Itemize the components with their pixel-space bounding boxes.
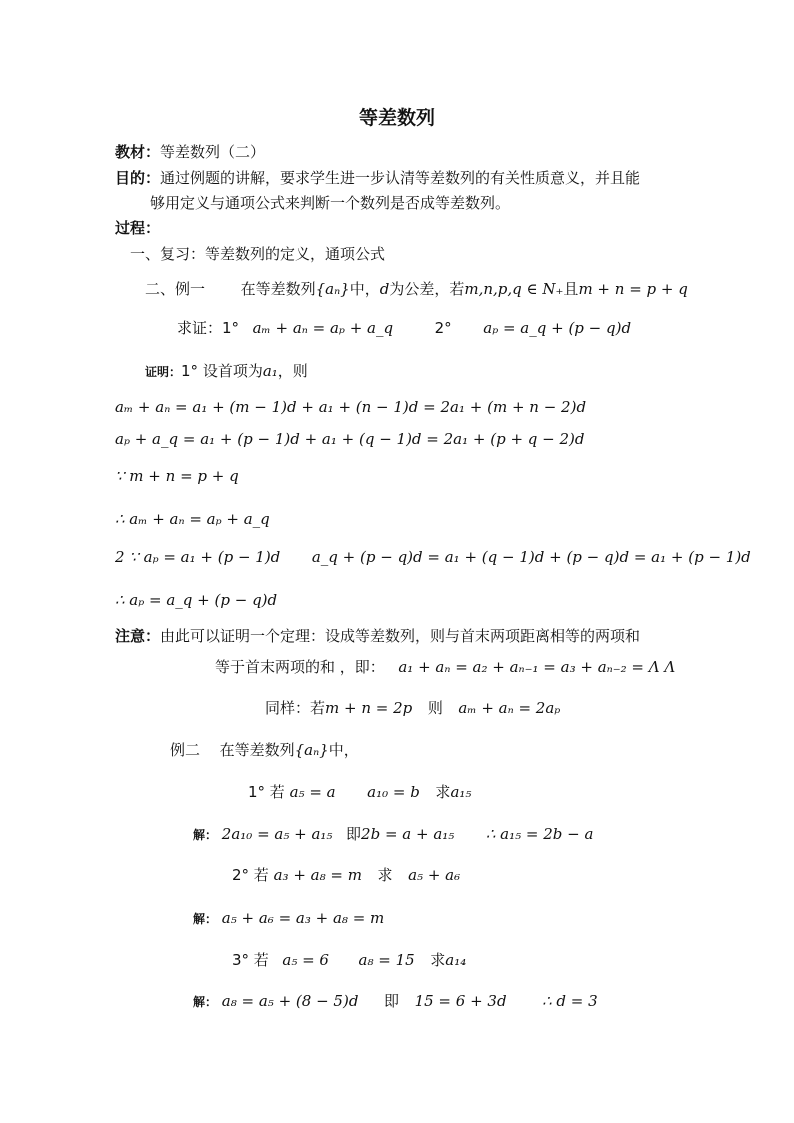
process-label: 过程：: [115, 219, 161, 237]
s1-eq2: 2b = a + a₁₅: [361, 825, 455, 843]
example1-line: [145, 279, 688, 299]
s3-label: 解：: [193, 995, 218, 1009]
proof-line-2: aₚ + a_q = a₁ + (p − 1)d + a₁ + (q − 1)d = 2a₁ + (p + q − 2)d: [115, 430, 585, 448]
q1-num: 1° 若: [248, 783, 285, 801]
purpose-line-2: 够用定义与通项公式来判断一个数列是否成等差数列。: [150, 194, 511, 212]
note-line-2: [215, 657, 675, 677]
q1-target: a₁₅: [450, 783, 472, 801]
prove-line: [177, 318, 631, 338]
example1-vars: m,n,p,q ∈ N₊: [464, 280, 564, 298]
q2-num: 2° 若: [232, 866, 269, 884]
example1-seq: {aₙ}: [315, 280, 350, 298]
prove-label: 求证：1°: [177, 319, 240, 337]
s1-mid: 即: [346, 825, 362, 843]
page-title: 等差数列: [358, 107, 435, 129]
proof-line-4: ∴ aₘ + aₙ = aₚ + a_q: [115, 510, 270, 528]
q2-ask: 求: [377, 866, 393, 884]
q1-eq2: a₁₀ = b: [367, 783, 420, 801]
s2-label: 解：: [193, 912, 218, 926]
material-text: 等差数列（二）: [160, 143, 266, 161]
note-text-3b: m + n = 2p: [325, 699, 413, 717]
example2-text: 在等差数列: [219, 741, 295, 759]
proof-line-3: ∵ m + n = p + q: [115, 467, 239, 485]
note-label: 注意：: [115, 627, 161, 645]
material-line: [115, 142, 265, 162]
proof-line-5b: a_q + (p − q)d = a₁ + (q − 1)d + (p − q)d = a₁ + (p − 1)d: [311, 548, 751, 566]
example1-cond: m + n = p + q: [578, 280, 688, 298]
example1-text-a: 在等差数列: [240, 280, 316, 298]
q1-ask: 求: [435, 783, 451, 801]
example2-s3: [193, 991, 598, 1012]
s3-eq3: ∴ d = 3: [542, 992, 598, 1010]
s3-mid: 即: [383, 992, 399, 1010]
q2-target: a₅ + a₆: [408, 866, 461, 884]
s1-label: 解：: [193, 828, 218, 842]
q1-eq1: a₅ = a: [289, 783, 336, 801]
proof-intro: [145, 361, 308, 382]
note-text-3c: 则: [427, 699, 443, 717]
note-text-3d: aₘ + aₙ = 2aₚ: [458, 699, 561, 717]
prove-eq2: aₚ = a_q + (p − q)d: [483, 319, 632, 337]
proof-line-1: aₘ + aₙ = a₁ + (m − 1)d + a₁ + (n − 1)d = 2a₁ + (m + n − 2)d: [115, 398, 587, 416]
example2-seq: {aₙ}: [294, 741, 329, 759]
proof-line-6: ∴ aₚ = a_q + (p − q)d: [115, 591, 278, 609]
example1-label: 二、例一: [145, 280, 206, 298]
material-label: 教材：: [115, 143, 161, 161]
example2-q3: [232, 950, 466, 970]
s3-eq1: a₈ = a₅ + (8 − 5)d: [221, 992, 359, 1010]
example2-line: [170, 740, 359, 760]
note-text-2b: a₁ + aₙ = a₂ + aₙ₋₁ = a₃ + aₙ₋₂ = Λ Λ: [398, 658, 676, 676]
purpose-label: 目的：: [115, 169, 161, 187]
prove-label2: 2°: [434, 319, 452, 337]
example1-text-b: 中，: [349, 280, 380, 298]
example2-s1: [193, 824, 593, 845]
prove-eq1: aₘ + aₙ = aₚ + a_q: [252, 319, 394, 337]
s1-eq3: ∴ a₁₅ = 2b − a: [485, 825, 594, 843]
example2-q2: [232, 865, 460, 885]
q3-ask: 求: [430, 951, 446, 969]
proof-line-5a: 2 ∵ aₚ = a₁ + (p − 1)d: [115, 548, 281, 566]
proof-label: 证明：: [145, 365, 182, 379]
note-line-3: [265, 698, 560, 718]
q2-eq1: a₃ + a₈ = m: [273, 866, 362, 884]
example2-label: 例二: [170, 741, 201, 759]
note-text-3a: 同样：若: [265, 699, 326, 717]
q3-eq2: a₈ = 15: [358, 951, 415, 969]
purpose-text-1: 通过例题的讲解，要求学生进一步认清等差数列的有关性质意义，并且能: [160, 169, 641, 187]
example1-text-c: 为公差，若: [389, 280, 465, 298]
q3-eq1: a₅ = 6: [282, 951, 329, 969]
q3-target: a₁₄: [445, 951, 467, 969]
example1-d: d: [379, 280, 390, 298]
proof-line-5: [115, 547, 751, 567]
example2-q1: [248, 782, 471, 802]
proof-text2: ，则: [277, 362, 308, 380]
note-text-2a: 等于首末两项的和 ，即：: [215, 658, 385, 676]
purpose-line-1: [115, 168, 640, 188]
example1-text-d: 且: [563, 280, 579, 298]
proof-a1: a₁: [262, 362, 278, 380]
note-text-1: 由此可以证明一个定理：设成等差数列，则与首末两项距离相等的两项和: [160, 627, 641, 645]
s2-eq1: a₅ + a₆ = a₃ + a₈ = m: [221, 909, 385, 927]
note-line-1: [115, 626, 640, 646]
proof-text: 1° 设首项为: [181, 362, 263, 380]
q3-num: 3° 若: [232, 951, 269, 969]
review-line: 一、复习：等差数列的定义，通项公式: [130, 245, 386, 263]
s1-eq1: 2a₁₀ = a₅ + a₁₅: [221, 825, 333, 843]
s3-eq2: 15 = 6 + 3d: [414, 992, 507, 1010]
example2-s2: [193, 908, 384, 929]
example2-text2: 中，: [328, 741, 359, 759]
